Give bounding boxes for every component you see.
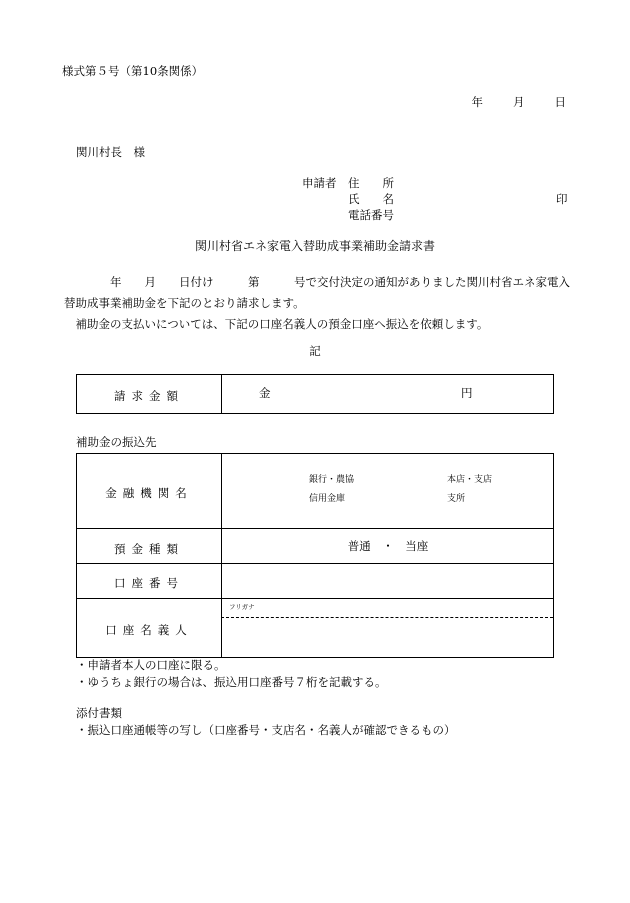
branch-type-2: 支所 — [447, 494, 466, 504]
amount-unit: 円 — [461, 386, 473, 400]
note-2: ・ゆうちょ銀行の場合は、振込用口座番号７桁を記載する。 — [76, 675, 387, 689]
bank-type-2: 信用金庫 — [309, 494, 346, 504]
bank-table-divider — [221, 454, 222, 657]
deposit-options: 普通 ・ 当座 — [347, 539, 429, 553]
date-month: 月 — [513, 95, 525, 109]
bank-table — [76, 453, 554, 658]
name-label: 氏 名 — [348, 192, 394, 206]
account-label: 口座番号 — [114, 576, 184, 590]
body-line-2: 補助金の支払いについては、下記の口座名義人の預金口座へ振込を依頼します。 — [64, 317, 489, 331]
document-title: 関川村省エネ家電入替助成事業補助金請求書 — [194, 239, 435, 253]
applicant-label: 申請者 — [302, 176, 337, 190]
date-year: 年 — [471, 95, 483, 109]
furigana-label: フリガナ — [229, 603, 255, 611]
body-line-1: 年 月 日付け 第 号で交付決定の通知がありました関川村省エネ家電入替助成事業補助金を下記のとおり請求します。 — [64, 275, 570, 310]
row-divider-3 — [77, 598, 553, 599]
note-1: ・申請者本人の口座に限る。 — [76, 658, 226, 672]
transfer-heading: 補助金の振込先 — [76, 435, 157, 449]
branch-type-1: 本店・支店 — [447, 475, 493, 485]
attachments-heading: 添付書類 — [76, 706, 122, 720]
row-divider-2 — [77, 563, 553, 564]
furigana-divider — [221, 617, 553, 618]
amount-label: 請求金額 — [114, 389, 184, 403]
row-divider-1 — [77, 528, 553, 529]
body-text — [64, 272, 574, 335]
bank-type-1: 銀行・農協 — [309, 475, 355, 485]
institution-label: 金融機関名 — [105, 486, 193, 500]
ki-marker: 記 — [309, 344, 321, 358]
seal-mark: 印 — [556, 192, 568, 206]
date-line — [472, 97, 567, 109]
phone-label: 電話番号 — [348, 208, 394, 222]
amount-table — [76, 374, 554, 414]
address-label: 住 所 — [348, 176, 394, 190]
form-number: 様式第５号（第10条関係） — [62, 64, 204, 78]
holder-label: 口座名義人 — [105, 623, 193, 637]
deposit-label: 預金種類 — [114, 542, 184, 556]
date-day: 日 — [554, 95, 566, 109]
amount-divider — [221, 375, 222, 413]
attachment-item: ・振込口座通帳等の写し（口座番号・支店名・名義人が確認できるもの） — [76, 723, 456, 737]
amount-prefix: 金 — [259, 386, 271, 400]
addressee: 関川村長 様 — [76, 145, 145, 159]
